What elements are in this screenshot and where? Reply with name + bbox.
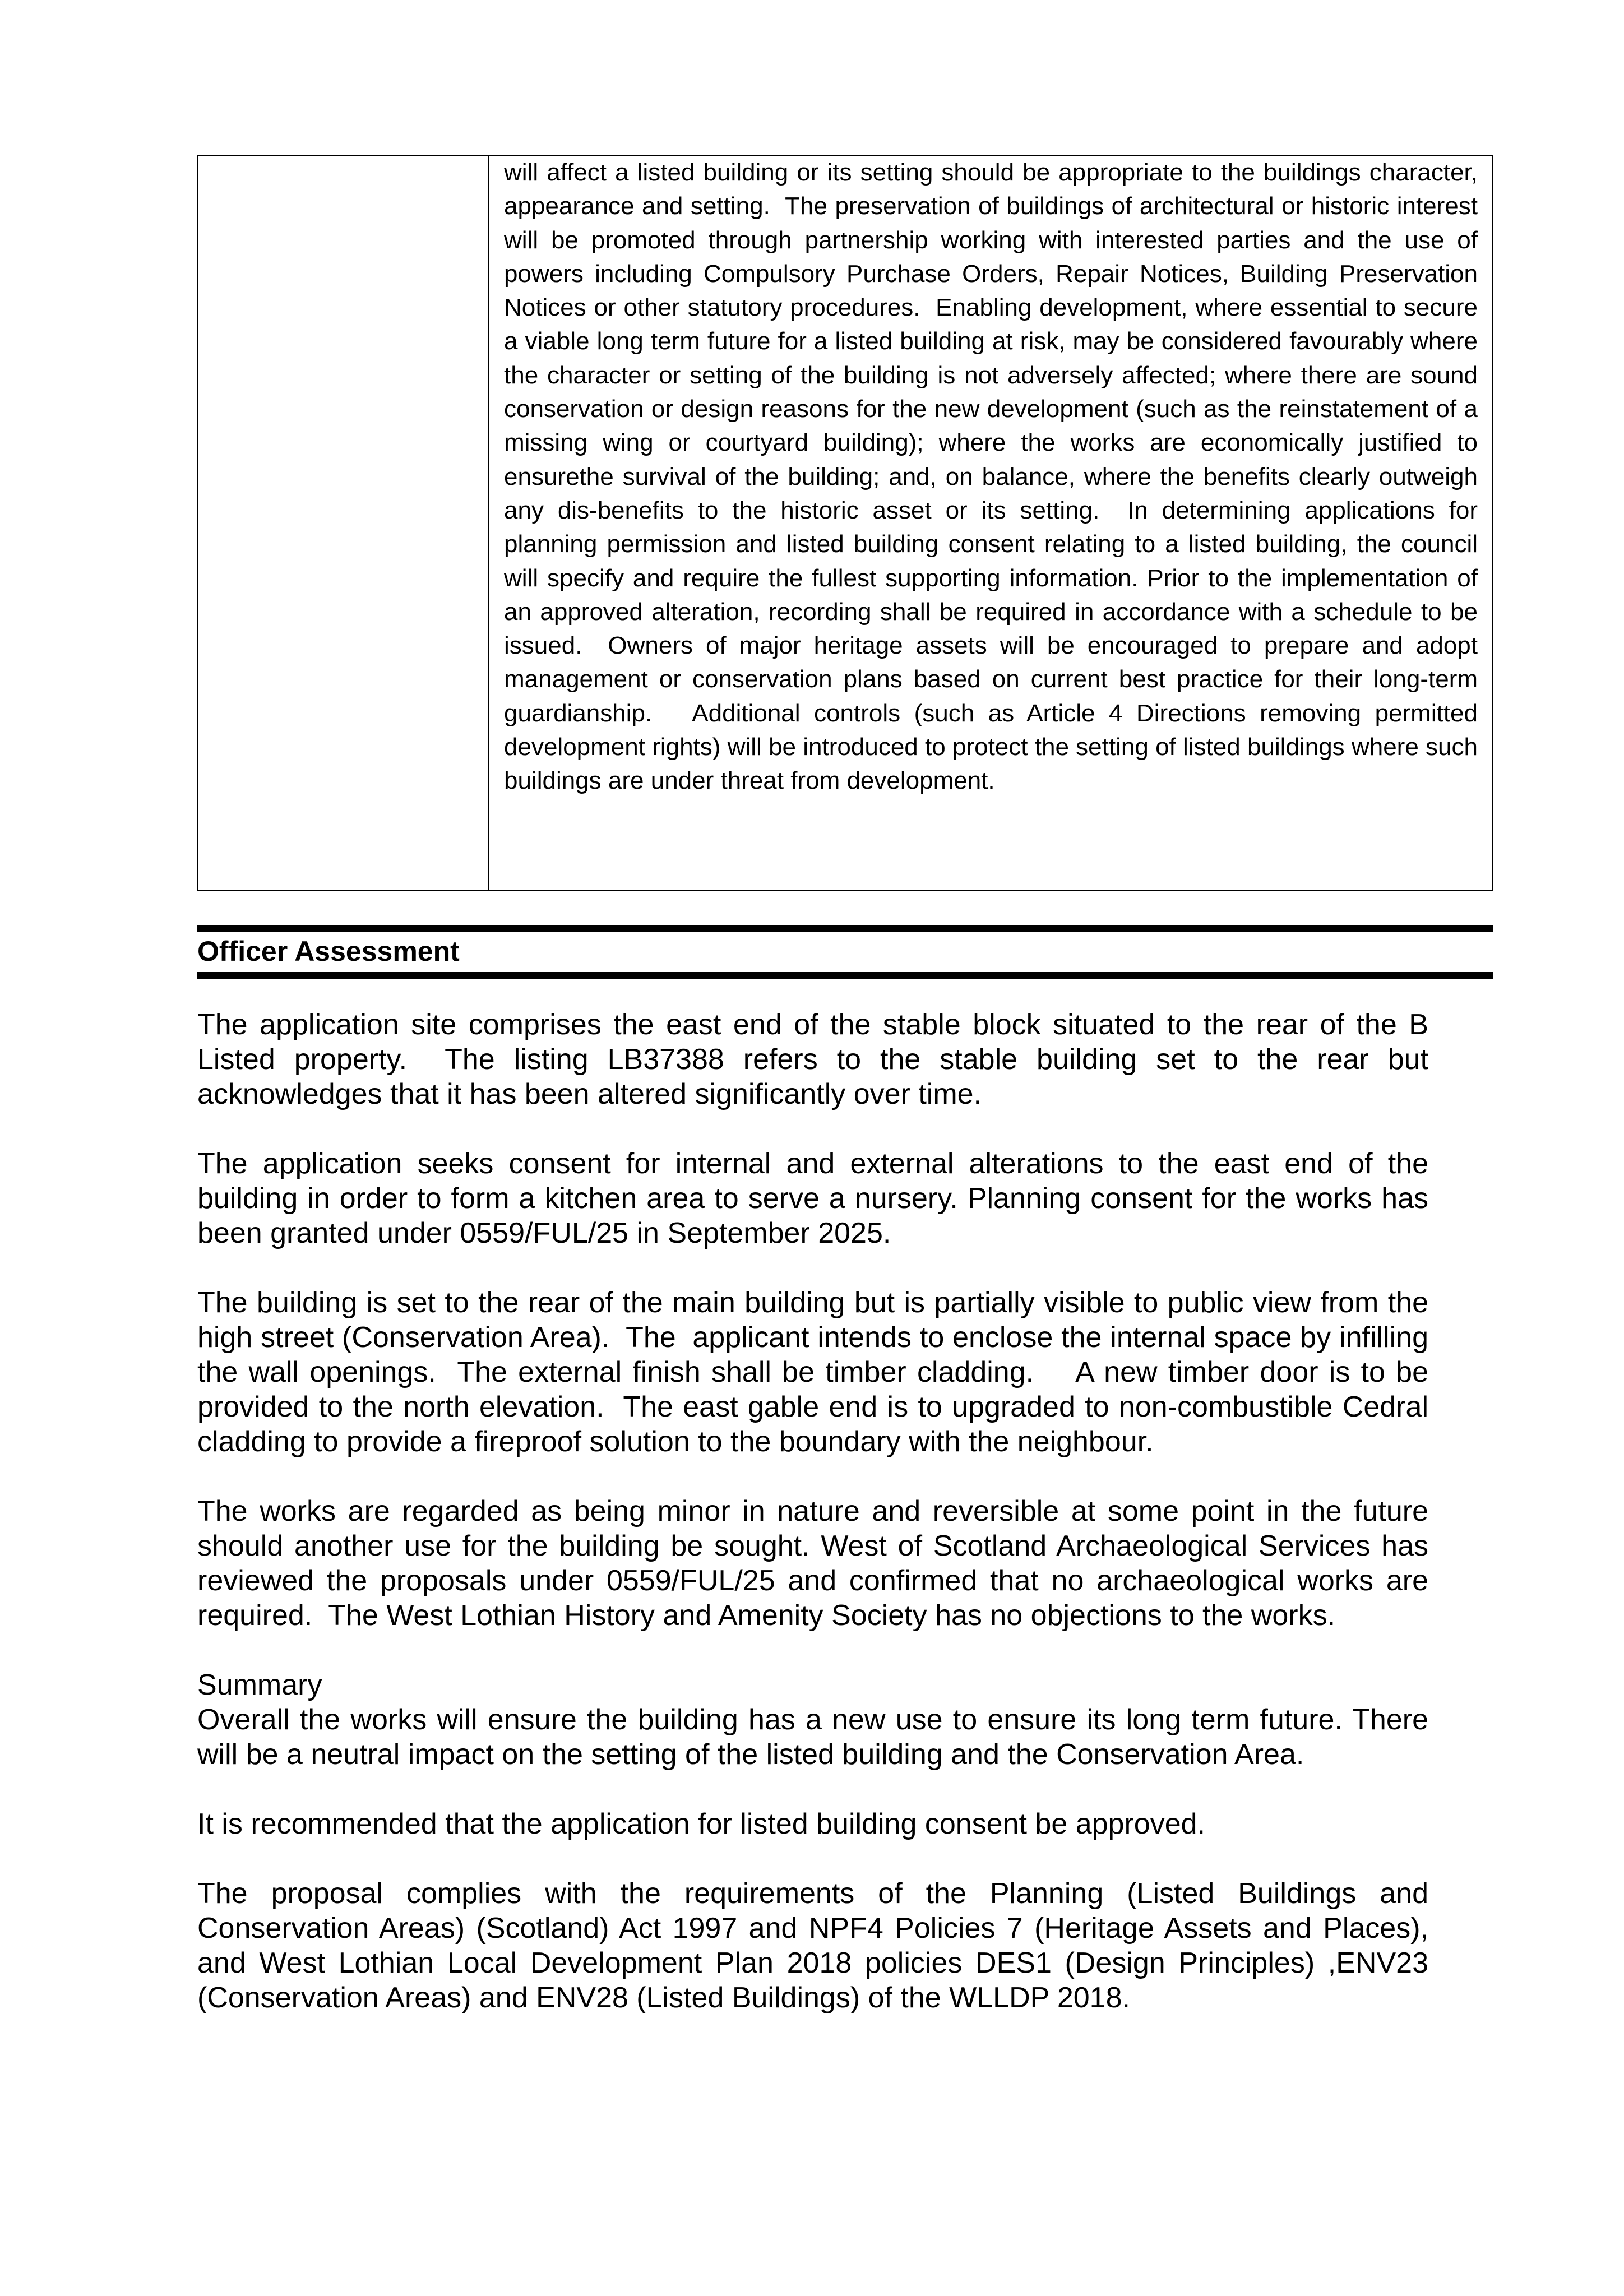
summary-heading: Summary bbox=[197, 1669, 322, 1701]
top-rule bbox=[197, 925, 1493, 932]
paragraph-consent: The application seeks consent for internal and external alterations to the east end of the building in order to form a kitchen area to serve a nursery. Planning consent for the works has been granted under 0559/FUL/25 in September 2025. bbox=[197, 1147, 1437, 1249]
paragraph-summary: Overall the works will ensure the building has a new use to ensure its long term future. There will be a neutral impact on the setting of the listed building and the Conservation Area. bbox=[197, 1704, 1437, 1771]
officer-assessment-header bbox=[197, 925, 1493, 979]
bottom-rule bbox=[197, 972, 1493, 979]
policy-text-cell bbox=[489, 156, 1492, 890]
paragraph-recommendation: It is recommended that the application for listed building consent be approved. bbox=[197, 1808, 1205, 1840]
policy-text: will affect a listed building or its setting should be appropriate to the buildings character, appearance and setting. The preservation of buildings of architectural or historic interest will be promoted through partnership working with interested parties and the use of powers including Compulsory Purchase Orders, Repair Notices, Building Preservation Notices or other statutory procedures. Enabling development, where essential to secure a viable long term future for a listed building at risk, may be considered favourably where the character or setting of the building is not adversely affected; where there are sound conservation or design reasons for the new development (such as the reinstatement of a missing wing or courtyard building); where the works are economically justified to ensurethe survival of the building; and, on balance, where the benefits clearly outweigh any dis-benefits to the historic asset or its setting. In determining applications for planning permission and listed building consent relating to a listed building, the council will specify and require the fullest supporting information. Prior to the implementation of an approved alteration, recording shall be required in accordance with a schedule to be issued. Owners of major heritage assets will be encouraged to prepare and adopt management or conservation plans based on current best practice for their long-term guardianship. Additional controls (such as Article 4 Directions removing permitted development rights) will be introduced to protect the setting of listed buildings where such buildings are under threat from development. bbox=[504, 159, 1485, 795]
policy-table bbox=[197, 155, 1493, 891]
paragraph-impact: The works are regarded as being minor in nature and reversible at some point in the future should another use for the building be sought. West of Scotland Archaeological Services has reviewed the proposals under 0559/FUL/25 and confirmed that no archaeological works are required. The West Lothian History and Amenity Society has no objections to the works. bbox=[197, 1495, 1437, 1632]
policy-label-cell bbox=[198, 156, 489, 890]
paragraph-works: The building is set to the rear of the main building but is partially visible to public view from the high street (Conservation Area). The applicant intends to enclose the internal space by infilling the wall openings. The external finish shall be timber cladding. A new timber door is to be provided to the north elevation. The east gable end is to upgraded to non-combustible Cedral cladding to provide a fireproof solution to the boundary with the neighbour. bbox=[197, 1286, 1437, 1458]
assessment-body bbox=[197, 1007, 1437, 2050]
section-title: Officer Assessment bbox=[197, 936, 460, 967]
paragraph-compliance: The proposal complies with the requirements of the Planning (Listed Buildings and Conservation Areas) (Scotland) Act 1997 and NPF4 Policies 7 (Heritage Assets and Places), and West Lothian Local Development Plan 2018 policies DES1 (Design Principles) ,ENV23 (Conservation Areas) and ENV28 (Listed Buildings) of the WLLDP 2018. bbox=[197, 1877, 1437, 2014]
paragraph-site: The application site comprises the east end of the stable block situated to the rear of the B Listed property. The listing LB37388 refers to the stable building set to the rear but acknowledges that it has been altered significantly over time. bbox=[197, 1008, 1437, 1110]
